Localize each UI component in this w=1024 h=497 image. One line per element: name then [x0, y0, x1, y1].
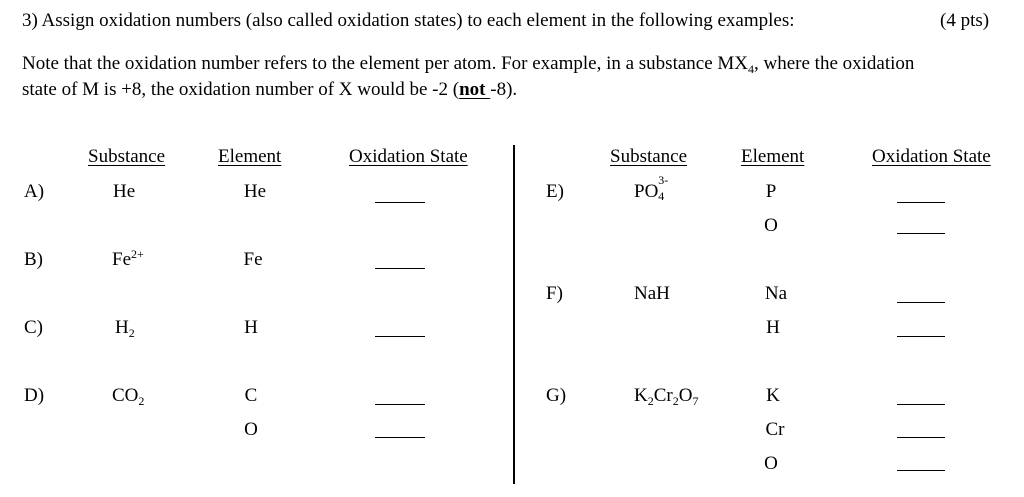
- item-g-substance-part-2: Cr: [653, 385, 673, 406]
- item-g-label: G): [546, 385, 567, 406]
- note-line-1-prefix: Note that the oxidation number refers to the element per atom. For example, in a substance MX: [22, 53, 749, 74]
- item-b-substance-charge: 2+: [131, 247, 144, 261]
- item-e-substance: [634, 173, 672, 203]
- item-c-substance-subscript: 2: [128, 326, 135, 340]
- item-b-element-1: Fe: [243, 249, 263, 270]
- item-d-label: D): [24, 385, 45, 406]
- item-g-answer-blank-2[interactable]: [897, 437, 945, 438]
- item-c-substance-base: H: [115, 317, 129, 338]
- header-oxidation-state-left: Oxidation State: [349, 146, 468, 167]
- item-e-substance-scripts: [658, 173, 672, 203]
- note-line-2-suffix: -8).: [490, 79, 518, 100]
- item-e-substance-base: PO: [634, 181, 659, 202]
- item-g-element-2: Cr: [765, 419, 785, 440]
- item-e-answer-blank-2[interactable]: [897, 233, 945, 234]
- item-g-substance-subscript-3: 7: [692, 394, 699, 408]
- item-g-element-1: K: [766, 385, 780, 406]
- item-e-answer-blank-1[interactable]: [897, 202, 945, 203]
- item-e-substance-subscript: 4: [658, 189, 665, 203]
- item-c-substance: [115, 317, 135, 340]
- note-emphasis-not: not: [459, 79, 491, 100]
- item-e-label: E): [546, 181, 564, 202]
- item-f-answer-blank-1[interactable]: [897, 302, 945, 303]
- item-g-substance-subscript-2: 2: [672, 394, 679, 408]
- item-d-answer-blank-2[interactable]: [375, 437, 425, 438]
- item-d-element-1: C: [244, 385, 258, 406]
- item-c-element-1: H: [244, 317, 258, 338]
- item-e-element-2: O: [764, 215, 778, 236]
- item-f-element-1: Na: [764, 283, 788, 304]
- item-g-substance: [634, 385, 699, 408]
- item-a-label: A): [24, 181, 45, 202]
- header-element-left: Element: [218, 146, 282, 167]
- item-f-answer-blank-2[interactable]: [897, 336, 945, 337]
- question-prompt: 3) Assign oxidation numbers (also called oxidation states) to each element in the following examples:: [22, 10, 795, 31]
- item-d-element-2: O: [244, 419, 258, 440]
- item-b-answer-blank-1[interactable]: [375, 268, 425, 269]
- item-a-answer-blank-1[interactable]: [375, 202, 425, 203]
- item-d-substance-subscript: 2: [138, 394, 145, 408]
- note-line-1: [22, 53, 915, 76]
- item-b-label: B): [24, 249, 43, 270]
- item-g-substance-subscript-1: 2: [647, 394, 654, 408]
- header-oxidation-state-right: Oxidation State: [872, 146, 991, 167]
- note-line-2: [22, 80, 517, 99]
- item-g-element-3: O: [764, 453, 778, 474]
- item-e-element-1: P: [765, 181, 777, 202]
- item-f-substance: NaH: [634, 283, 670, 304]
- item-g-substance-part-1: K: [634, 385, 648, 406]
- header-element-right: Element: [741, 146, 805, 167]
- item-d-substance: [112, 385, 145, 408]
- item-e-substance-charge: 3-: [658, 173, 669, 187]
- item-g-answer-blank-3[interactable]: [897, 470, 945, 471]
- item-g-substance-part-3: O: [678, 385, 693, 406]
- points-label: (4 pts): [940, 10, 990, 31]
- note-line-1-sub: 4: [748, 62, 755, 76]
- item-d-answer-blank-1[interactable]: [375, 404, 425, 405]
- note-line-1-suffix: , where the oxidation: [754, 53, 915, 74]
- item-b-substance-base: Fe: [112, 249, 131, 270]
- item-d-substance-base: CO: [112, 385, 139, 406]
- column-divider: [513, 145, 515, 484]
- item-c-answer-blank-1[interactable]: [375, 336, 425, 337]
- item-a-substance: He: [113, 181, 136, 202]
- header-substance-right: Substance: [610, 146, 688, 167]
- item-c-label: C): [24, 317, 43, 338]
- item-f-element-2: H: [766, 317, 780, 338]
- item-f-label: F): [546, 283, 563, 304]
- note-line-2-prefix: state of M is +8, the oxidation number of X would be -2 (: [22, 79, 460, 100]
- item-b-substance: [112, 247, 144, 270]
- header-substance-left: Substance: [88, 146, 166, 167]
- item-a-element-1: He: [243, 181, 267, 202]
- item-g-answer-blank-1[interactable]: [897, 404, 945, 405]
